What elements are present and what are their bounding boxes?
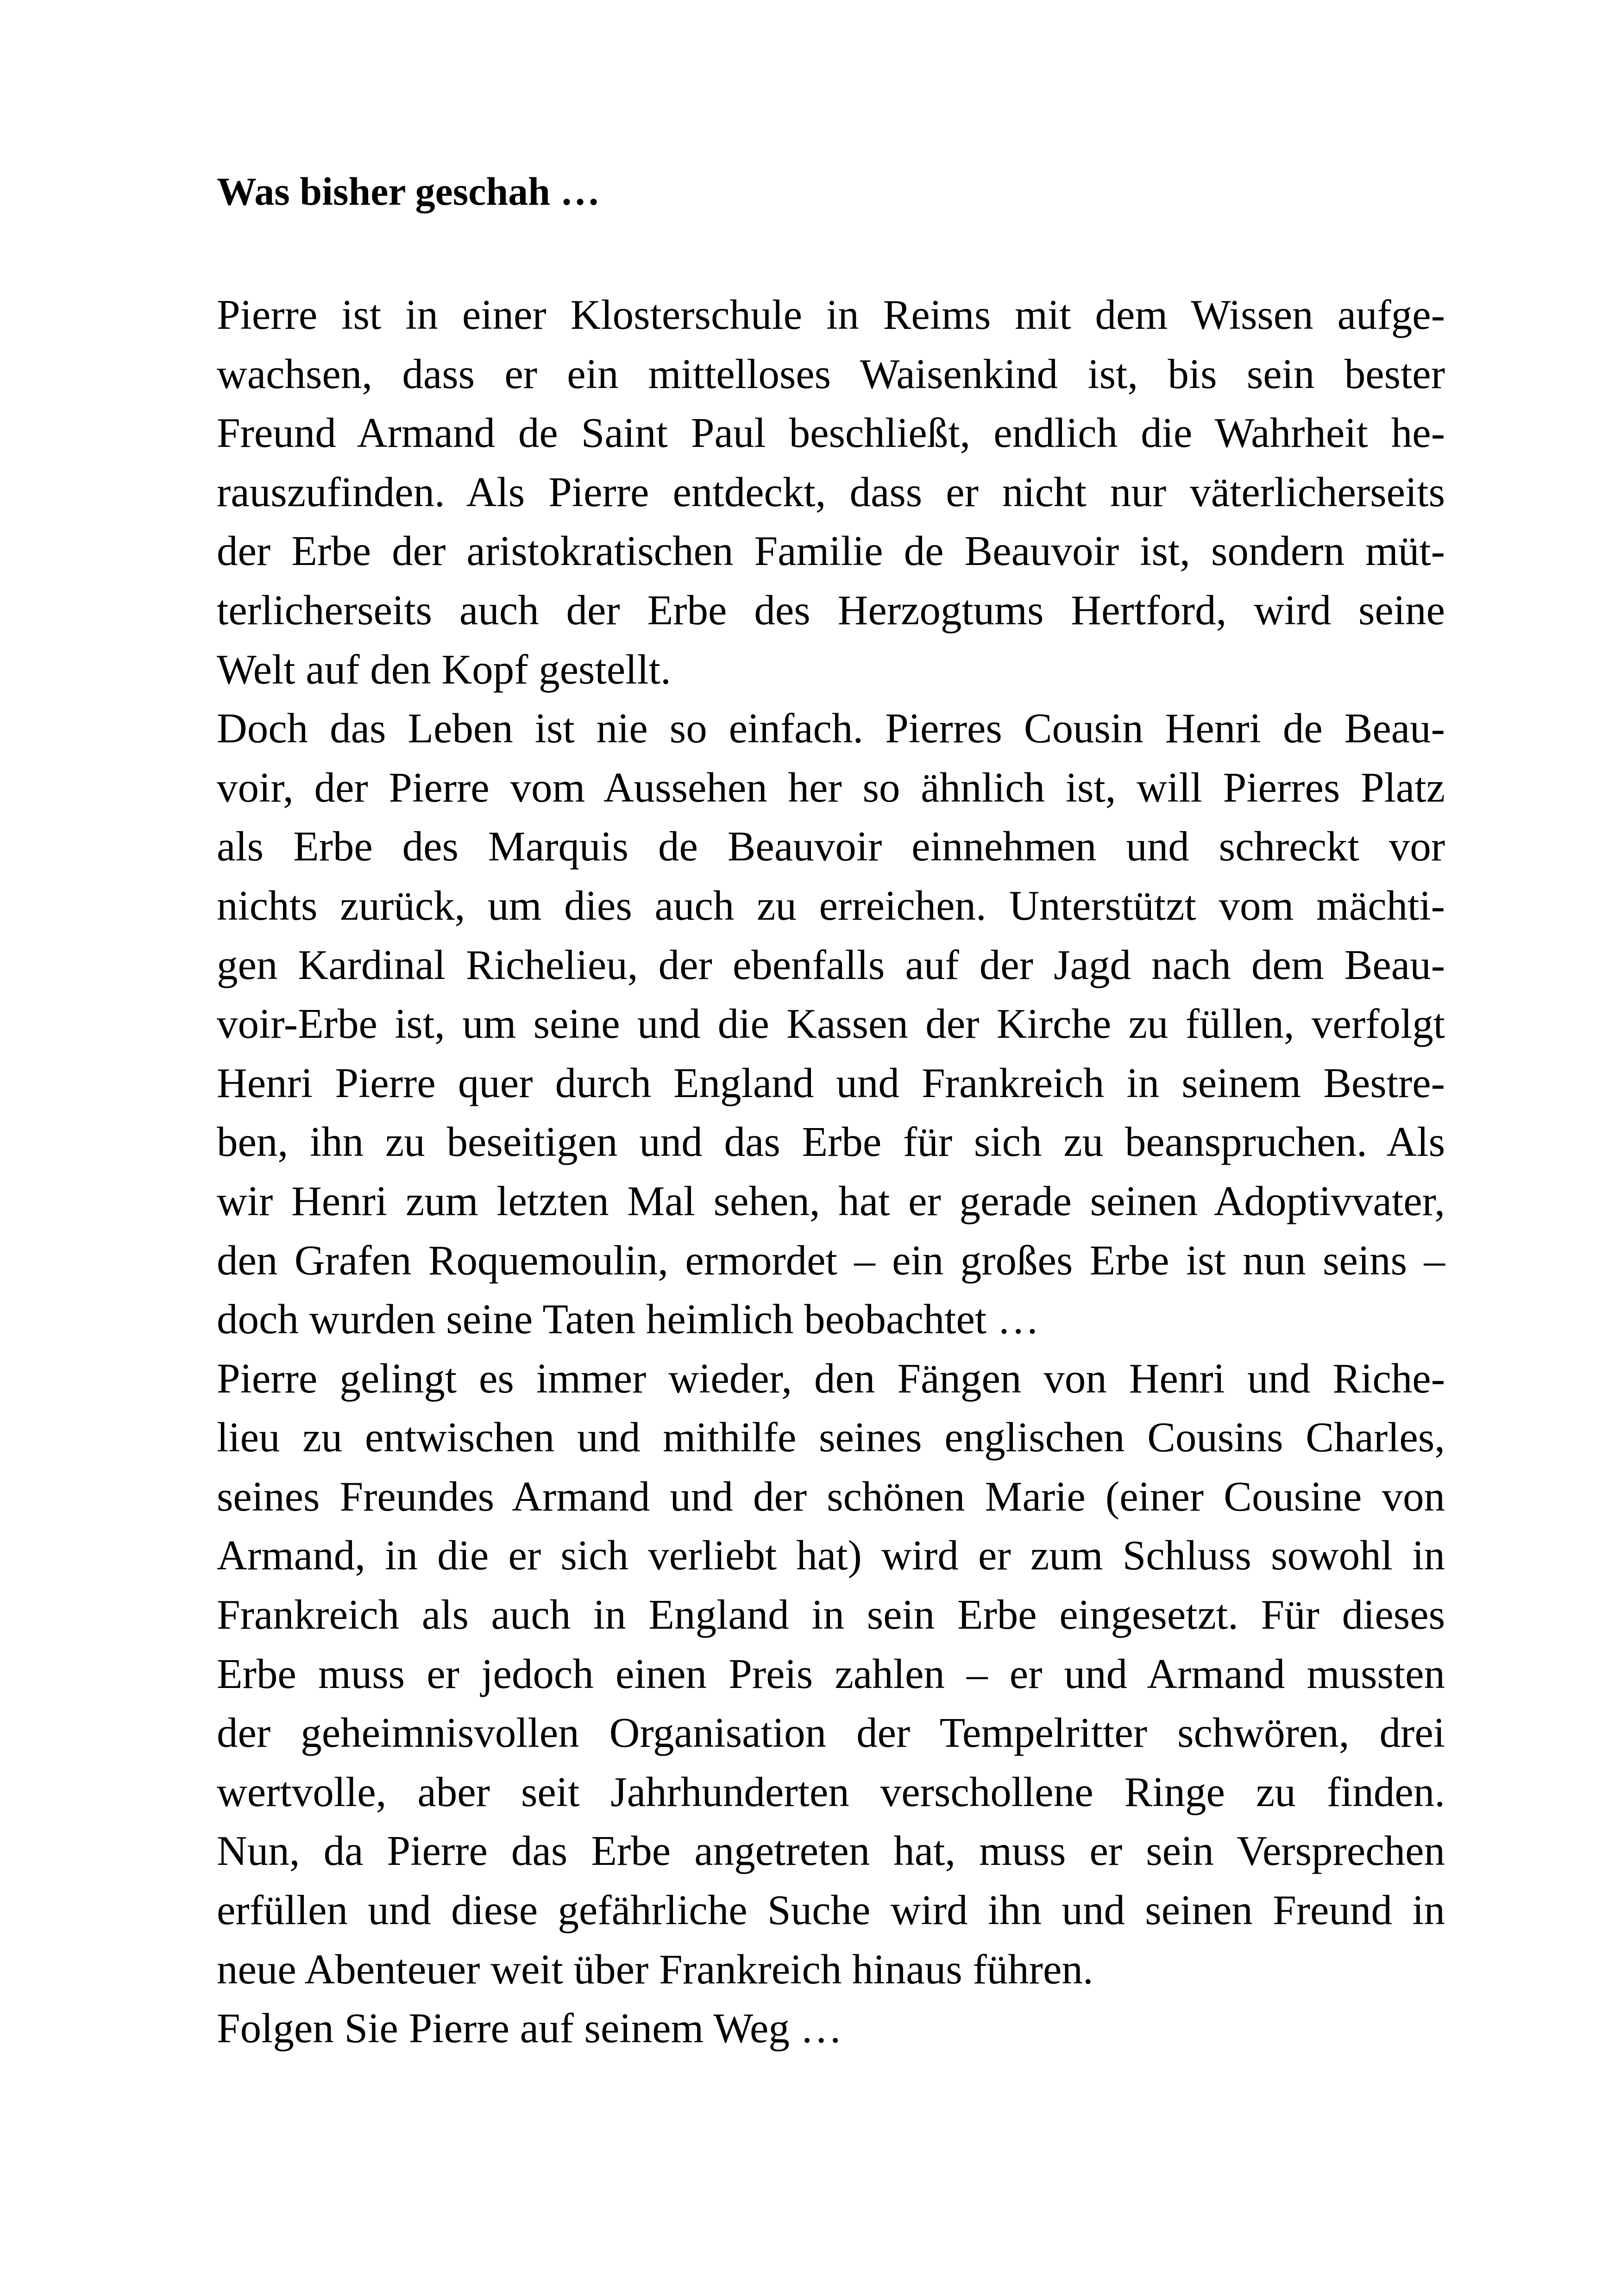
text-line: Pierre ist in einer Klosterschule in Reims mit dem Wissen aufge- [217, 291, 1445, 338]
text-line: Doch das Leben ist nie so einfach. Pierres Cousin Henri de Beau- [217, 705, 1445, 752]
text-line: neue Abenteuer weit über Frankreich hinaus führen. [217, 1945, 1093, 1993]
text-line: ben, ihn zu beseitigen und das Erbe für sich zu beanspruchen. Als [217, 1118, 1445, 1166]
text-line: der Erbe der aristokratischen Familie de Beauvoir ist, sondern müt- [217, 527, 1445, 575]
text-line: lieu zu entwischen und mithilfe seines englischen Cousins Charles, [217, 1414, 1445, 1461]
text-line: wir Henri zum letzten Mal sehen, hat er gerade seinen Adoptivvater, [217, 1177, 1445, 1224]
text-line: nichts zurück, um dies auch zu erreichen. Unterstützt vom mächti- [217, 882, 1445, 929]
text-line: erfüllen und diese gefährliche Suche wird ihn und seinen Freund in [217, 1887, 1445, 1934]
text-line: der geheimnisvollen Organisation der Tempelritter schwören, drei [217, 1709, 1445, 1757]
text-line: als Erbe des Marquis de Beauvoir einnehmen und schreckt vor [217, 823, 1445, 870]
text-line: seines Freundes Armand und der schönen Marie (einer Cousine von [217, 1473, 1445, 1520]
text-line: doch wurden seine Taten heimlich beobachtet … [217, 1296, 1039, 1343]
text-line: Frankreich als auch in England in sein Erbe eingesetzt. Für dieses [217, 1591, 1445, 1638]
text-line: Erbe muss er jedoch einen Preis zahlen – er und Armand mussten [217, 1650, 1445, 1697]
section-heading: Was bisher geschah … [217, 169, 600, 213]
text-line: wertvolle, aber seit Jahrhunderten verschollene Ringe zu finden. [217, 1768, 1445, 1815]
text-line: gen Kardinal Richelieu, der ebenfalls auf der Jagd nach dem Beau- [217, 941, 1445, 988]
text-line: Welt auf den Kopf gestellt. [217, 646, 671, 693]
text-line: wachsen, dass er ein mittelloses Waisenkind ist, bis sein bester [217, 350, 1445, 397]
text-line: Folgen Sie Pierre auf seinem Weg … [217, 2005, 842, 2052]
body-text [217, 285, 1445, 2058]
text-line: Freund Armand de Saint Paul beschließt, endlich die Wahrheit he- [217, 409, 1445, 457]
text-line: den Grafen Roquemoulin, ermordet – ein großes Erbe ist nun seins – [217, 1236, 1445, 1284]
text-line: terlicherseits auch der Erbe des Herzogtums Hertford, wird seine [217, 586, 1445, 634]
text-line: Nun, da Pierre das Erbe angetreten hat, muss er sein Versprechen [217, 1827, 1445, 1875]
text-line: Armand, in die er sich verliebt hat) wird er zum Schluss sowohl in [217, 1532, 1445, 1579]
text-line: rauszufinden. Als Pierre entdeckt, dass er nicht nur väterlicherseits [217, 468, 1445, 515]
text-line: voir, der Pierre vom Aussehen her so ähnlich ist, will Pierres Platz [217, 764, 1445, 811]
text-line: Henri Pierre quer durch England und Frankreich in seinem Bestre- [217, 1059, 1445, 1106]
text-line: Pierre gelingt es immer wieder, den Fängen von Henri und Riche- [217, 1355, 1445, 1402]
text-line: voir-Erbe ist, um seine und die Kassen der Kirche zu füllen, verfolgt [217, 1000, 1445, 1048]
